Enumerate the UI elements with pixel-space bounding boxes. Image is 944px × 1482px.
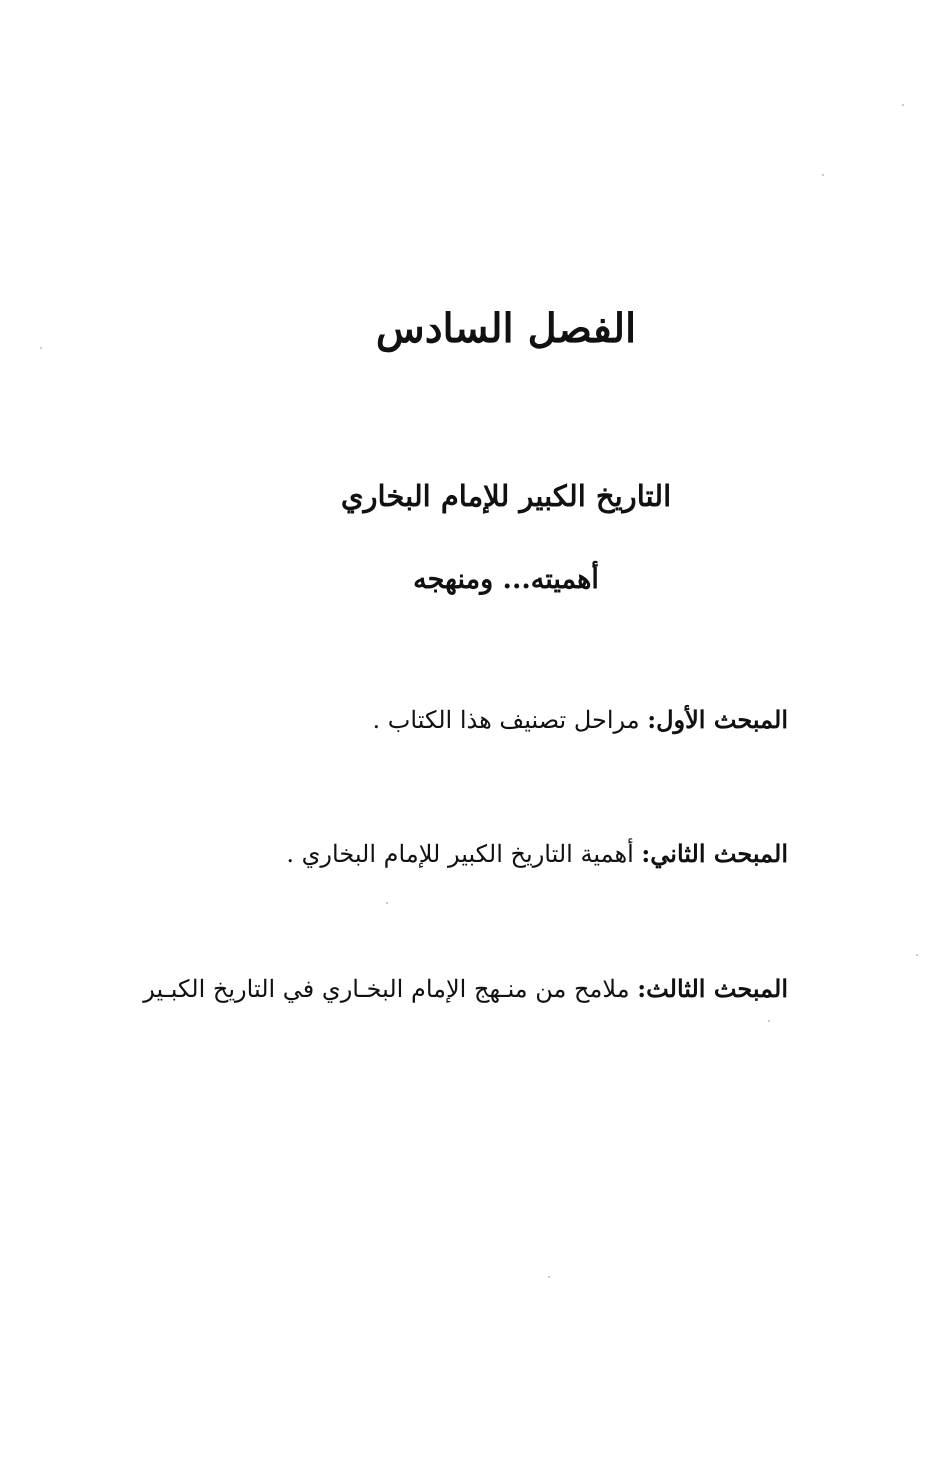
chapter-subtitle: التاريخ الكبير للإمام البخاري (340, 479, 672, 513)
scan-speck (916, 954, 918, 956)
chapter-subtitle-secondary: أهميته... ومنهجه (413, 564, 599, 595)
scan-speck (548, 1276, 550, 1278)
scan-speck (386, 902, 388, 904)
section-2-label: المبحث الثاني: (641, 839, 788, 868)
section-1-text: مراحل تصنيف هذا الكتاب . (372, 706, 648, 734)
section-2-line (286, 838, 788, 870)
section-1-line (373, 704, 788, 736)
section-2-text: أهمية التاريخ الكبير للإمام البخاري . (286, 840, 642, 868)
scan-speck (768, 1020, 770, 1022)
section-1-label: المبحث الأول: (647, 705, 788, 734)
section-3-label: المبحث الثالث: (637, 974, 788, 1003)
section-3-text: ملامح من منـهج الإمام البخـاري في التاريخ الكبـير (143, 975, 638, 1003)
chapter-title: الفصل السادس (375, 305, 637, 352)
scan-speck (40, 347, 42, 349)
scan-speck (822, 174, 824, 176)
scan-speck (902, 104, 904, 106)
section-3-line (143, 973, 788, 1005)
